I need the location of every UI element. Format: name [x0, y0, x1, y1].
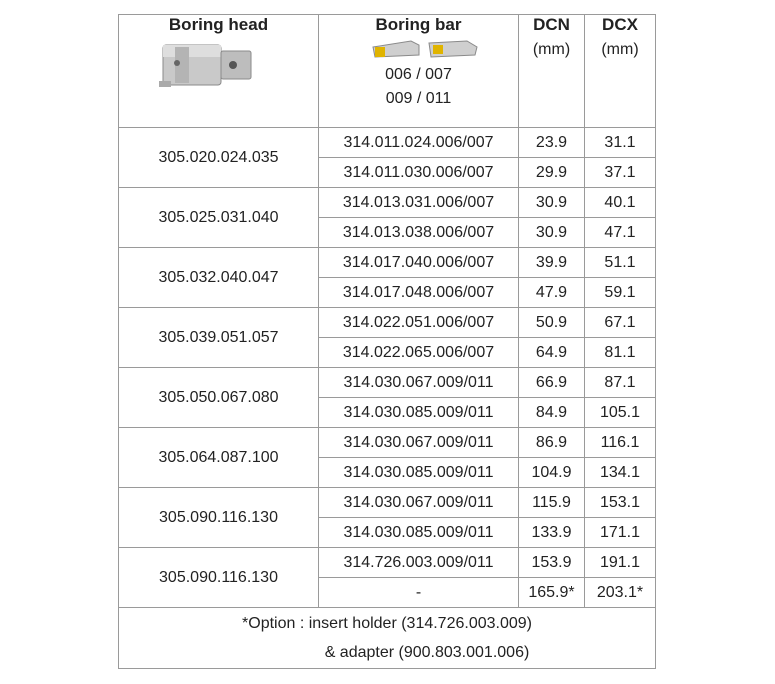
boring-bar-code: 314.726.003.009/011 — [319, 548, 519, 578]
header-row — [119, 15, 656, 128]
dcx-value: 134.1 — [585, 458, 656, 488]
boring-bar-code: 314.013.031.006/007 — [319, 188, 519, 218]
boring-head-code: 305.090.116.130 — [119, 548, 319, 608]
boring-head-code: 305.064.087.100 — [119, 428, 319, 488]
table-row — [119, 368, 656, 398]
table-row — [119, 308, 656, 338]
boring-head-image — [157, 39, 257, 91]
dcn-value: 50.9 — [519, 308, 585, 338]
dcx-value: 31.1 — [585, 128, 656, 158]
dcx-value: 116.1 — [585, 428, 656, 458]
dcx-value: 105.1 — [585, 398, 656, 428]
boring-head-code: 305.025.031.040 — [119, 188, 319, 248]
table-row — [119, 488, 656, 518]
boring-bar-code: 314.030.085.009/011 — [319, 398, 519, 428]
boring-head-header — [119, 15, 319, 128]
dcn-value: 66.9 — [519, 368, 585, 398]
dcn-value: 86.9 — [519, 428, 585, 458]
boring-head-code: 305.020.024.035 — [119, 128, 319, 188]
boring-bar-code: 314.022.065.006/007 — [319, 338, 519, 368]
boring-bar-title: Boring bar — [375, 15, 462, 34]
boring-bar-code: 314.011.030.006/007 — [319, 158, 519, 188]
dcx-value: 51.1 — [585, 248, 656, 278]
dcn-value: 104.9 — [519, 458, 585, 488]
bar-codes-line2: 009 / 011 — [385, 90, 452, 107]
table-row — [119, 548, 656, 578]
boring-bar-code: 314.030.085.009/011 — [319, 518, 519, 548]
boring-bar-code: 314.013.038.006/007 — [319, 218, 519, 248]
dcx-value: 171.1 — [585, 518, 656, 548]
boring-bar-code: 314.030.067.009/011 — [319, 488, 519, 518]
boring-head-code: 305.090.116.130 — [119, 488, 319, 548]
dcx-title: DCX — [602, 15, 638, 34]
boring-bar-code: 314.017.040.006/007 — [319, 248, 519, 278]
footnote-row — [119, 608, 656, 669]
boring-bar-code: 314.022.051.006/007 — [319, 308, 519, 338]
dcn-value: 115.9 — [519, 488, 585, 518]
boring-head-code: 305.032.040.047 — [119, 248, 319, 308]
dcn-value: 30.9 — [519, 188, 585, 218]
boring-bar-code: 314.011.024.006/007 — [319, 128, 519, 158]
dcn-value: 47.9 — [519, 278, 585, 308]
footnote-cell — [119, 608, 656, 669]
boring-bar-code: 314.017.048.006/007 — [319, 278, 519, 308]
dcx-value: 37.1 — [585, 158, 656, 188]
footnote-line2: & adapter (900.803.001.006) — [324, 644, 530, 661]
dcn-value: 153.9 — [519, 548, 585, 578]
dcn-value: 165.9* — [519, 578, 585, 608]
dcx-value: 47.1 — [585, 218, 656, 248]
table-row — [119, 188, 656, 218]
dcx-value: 67.1 — [585, 308, 656, 338]
dcn-header — [519, 15, 585, 128]
boring-bar-header — [319, 15, 519, 128]
boring-bar-code: - — [319, 578, 519, 608]
dcn-value: 29.9 — [519, 158, 585, 188]
dcn-value: 84.9 — [519, 398, 585, 428]
dcx-value: 153.1 — [585, 488, 656, 518]
boring-bar-code: 314.030.085.009/011 — [319, 458, 519, 488]
boring-bar-code: 314.030.067.009/011 — [319, 368, 519, 398]
table-row — [119, 248, 656, 278]
boring-head-code: 305.039.051.057 — [119, 308, 319, 368]
boring-bar-image — [371, 37, 481, 61]
dcn-value: 30.9 — [519, 218, 585, 248]
dcn-unit: (mm) — [532, 41, 571, 58]
dcn-value: 64.9 — [519, 338, 585, 368]
boring-head-title: Boring head — [168, 15, 269, 34]
dcn-value: 133.9 — [519, 518, 585, 548]
table-row — [119, 128, 656, 158]
dcn-value: 23.9 — [519, 128, 585, 158]
dcx-value: 40.1 — [585, 188, 656, 218]
boring-bar-code: 314.030.067.009/011 — [319, 428, 519, 458]
dcn-value: 39.9 — [519, 248, 585, 278]
dcx-value: 81.1 — [585, 338, 656, 368]
boring-head-code: 305.050.067.080 — [119, 368, 319, 428]
dcx-value: 59.1 — [585, 278, 656, 308]
dcx-value: 87.1 — [585, 368, 656, 398]
table-row — [119, 428, 656, 458]
dcx-value: 203.1* — [585, 578, 656, 608]
footnote-line1: *Option : insert holder (314.726.003.009) — [242, 615, 532, 632]
dcn-title: DCN — [533, 15, 570, 34]
boring-spec-table — [118, 14, 656, 669]
dcx-value: 191.1 — [585, 548, 656, 578]
dcx-header — [585, 15, 656, 128]
dcx-unit: (mm) — [601, 41, 639, 58]
bar-codes-line1: 006 / 007 — [385, 66, 452, 83]
